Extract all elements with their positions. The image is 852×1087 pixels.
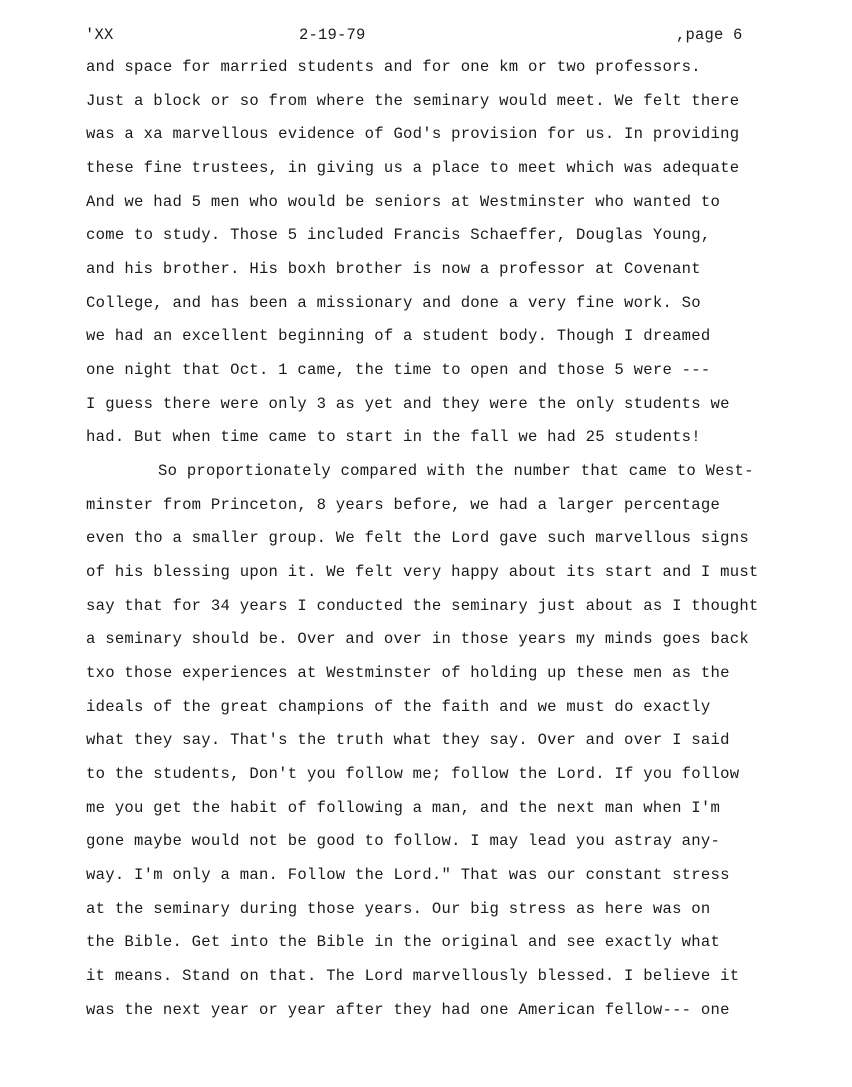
text-line: Just a block or so from where the seminary would meet. We felt there xyxy=(86,92,740,110)
text-line: what they say. That's the truth what they say. Over and over I said xyxy=(86,731,730,749)
text-line: and his brother. His boxh brother is now a professor at Covenant xyxy=(86,260,701,278)
text-line: one night that Oct. 1 came, the time to open and those 5 were --- xyxy=(86,361,711,379)
header-date: 2-19-79 xyxy=(299,26,366,44)
text-line: minster from Princeton, 8 years before, we had a larger percentage xyxy=(86,496,721,514)
text-line: I guess there were only 3 as yet and they were the only students we xyxy=(86,395,730,413)
text-line: was a xa marvellous evidence of God's provision for us. In providing xyxy=(86,125,740,143)
text-line: way. I'm only a man. Follow the Lord." That was our constant stress xyxy=(86,866,730,884)
text-line: of his blessing upon it. We felt very happy about its start and I must xyxy=(86,563,759,581)
header-page-number: ,page 6 xyxy=(676,26,743,44)
text-line: txo those experiences at Westminster of holding up these men as the xyxy=(86,664,730,682)
text-line: come to study. Those 5 included Francis Schaeffer, Douglas Young, xyxy=(86,226,711,244)
header-marker: 'XX xyxy=(85,26,114,44)
text-line: even tho a smaller group. We felt the Lord gave such marvellous signs xyxy=(86,529,749,547)
text-line: College, and has been a missionary and done a very fine work. So xyxy=(86,294,701,312)
text-line: had. But when time came to start in the fall we had 25 students! xyxy=(86,428,701,446)
text-line: it means. Stand on that. The Lord marvellously blessed. I believe it xyxy=(86,967,740,985)
text-line: to the students, Don't you follow me; follow the Lord. If you follow xyxy=(86,765,740,783)
text-line: say that for 34 years I conducted the seminary just about as I thought xyxy=(86,597,759,615)
text-line: a seminary should be. Over and over in those years my minds goes back xyxy=(86,630,749,648)
text-line: ideals of the great champions of the faith and we must do exactly xyxy=(86,698,711,716)
text-line: was the next year or year after they had one American fellow--- one xyxy=(86,1001,730,1019)
page-header xyxy=(0,26,852,50)
paragraph-start-line: So proportionately compared with the number that came to West- xyxy=(158,462,754,480)
text-line: the Bible. Get into the Bible in the original and see exactly what xyxy=(86,933,721,951)
text-line: gone maybe would not be good to follow. I may lead you astray any- xyxy=(86,832,721,850)
text-line: and space for married students and for one km or two professors. xyxy=(86,58,701,76)
text-line: And we had 5 men who would be seniors at Westminster who wanted to xyxy=(86,193,721,211)
text-line: me you get the habit of following a man, and the next man when I'm xyxy=(86,799,721,817)
text-line: these fine trustees, in giving us a place to meet which was adequate xyxy=(86,159,740,177)
text-line: we had an excellent beginning of a student body. Though I dreamed xyxy=(86,327,711,345)
text-line: at the seminary during those years. Our big stress as here was on xyxy=(86,900,711,918)
